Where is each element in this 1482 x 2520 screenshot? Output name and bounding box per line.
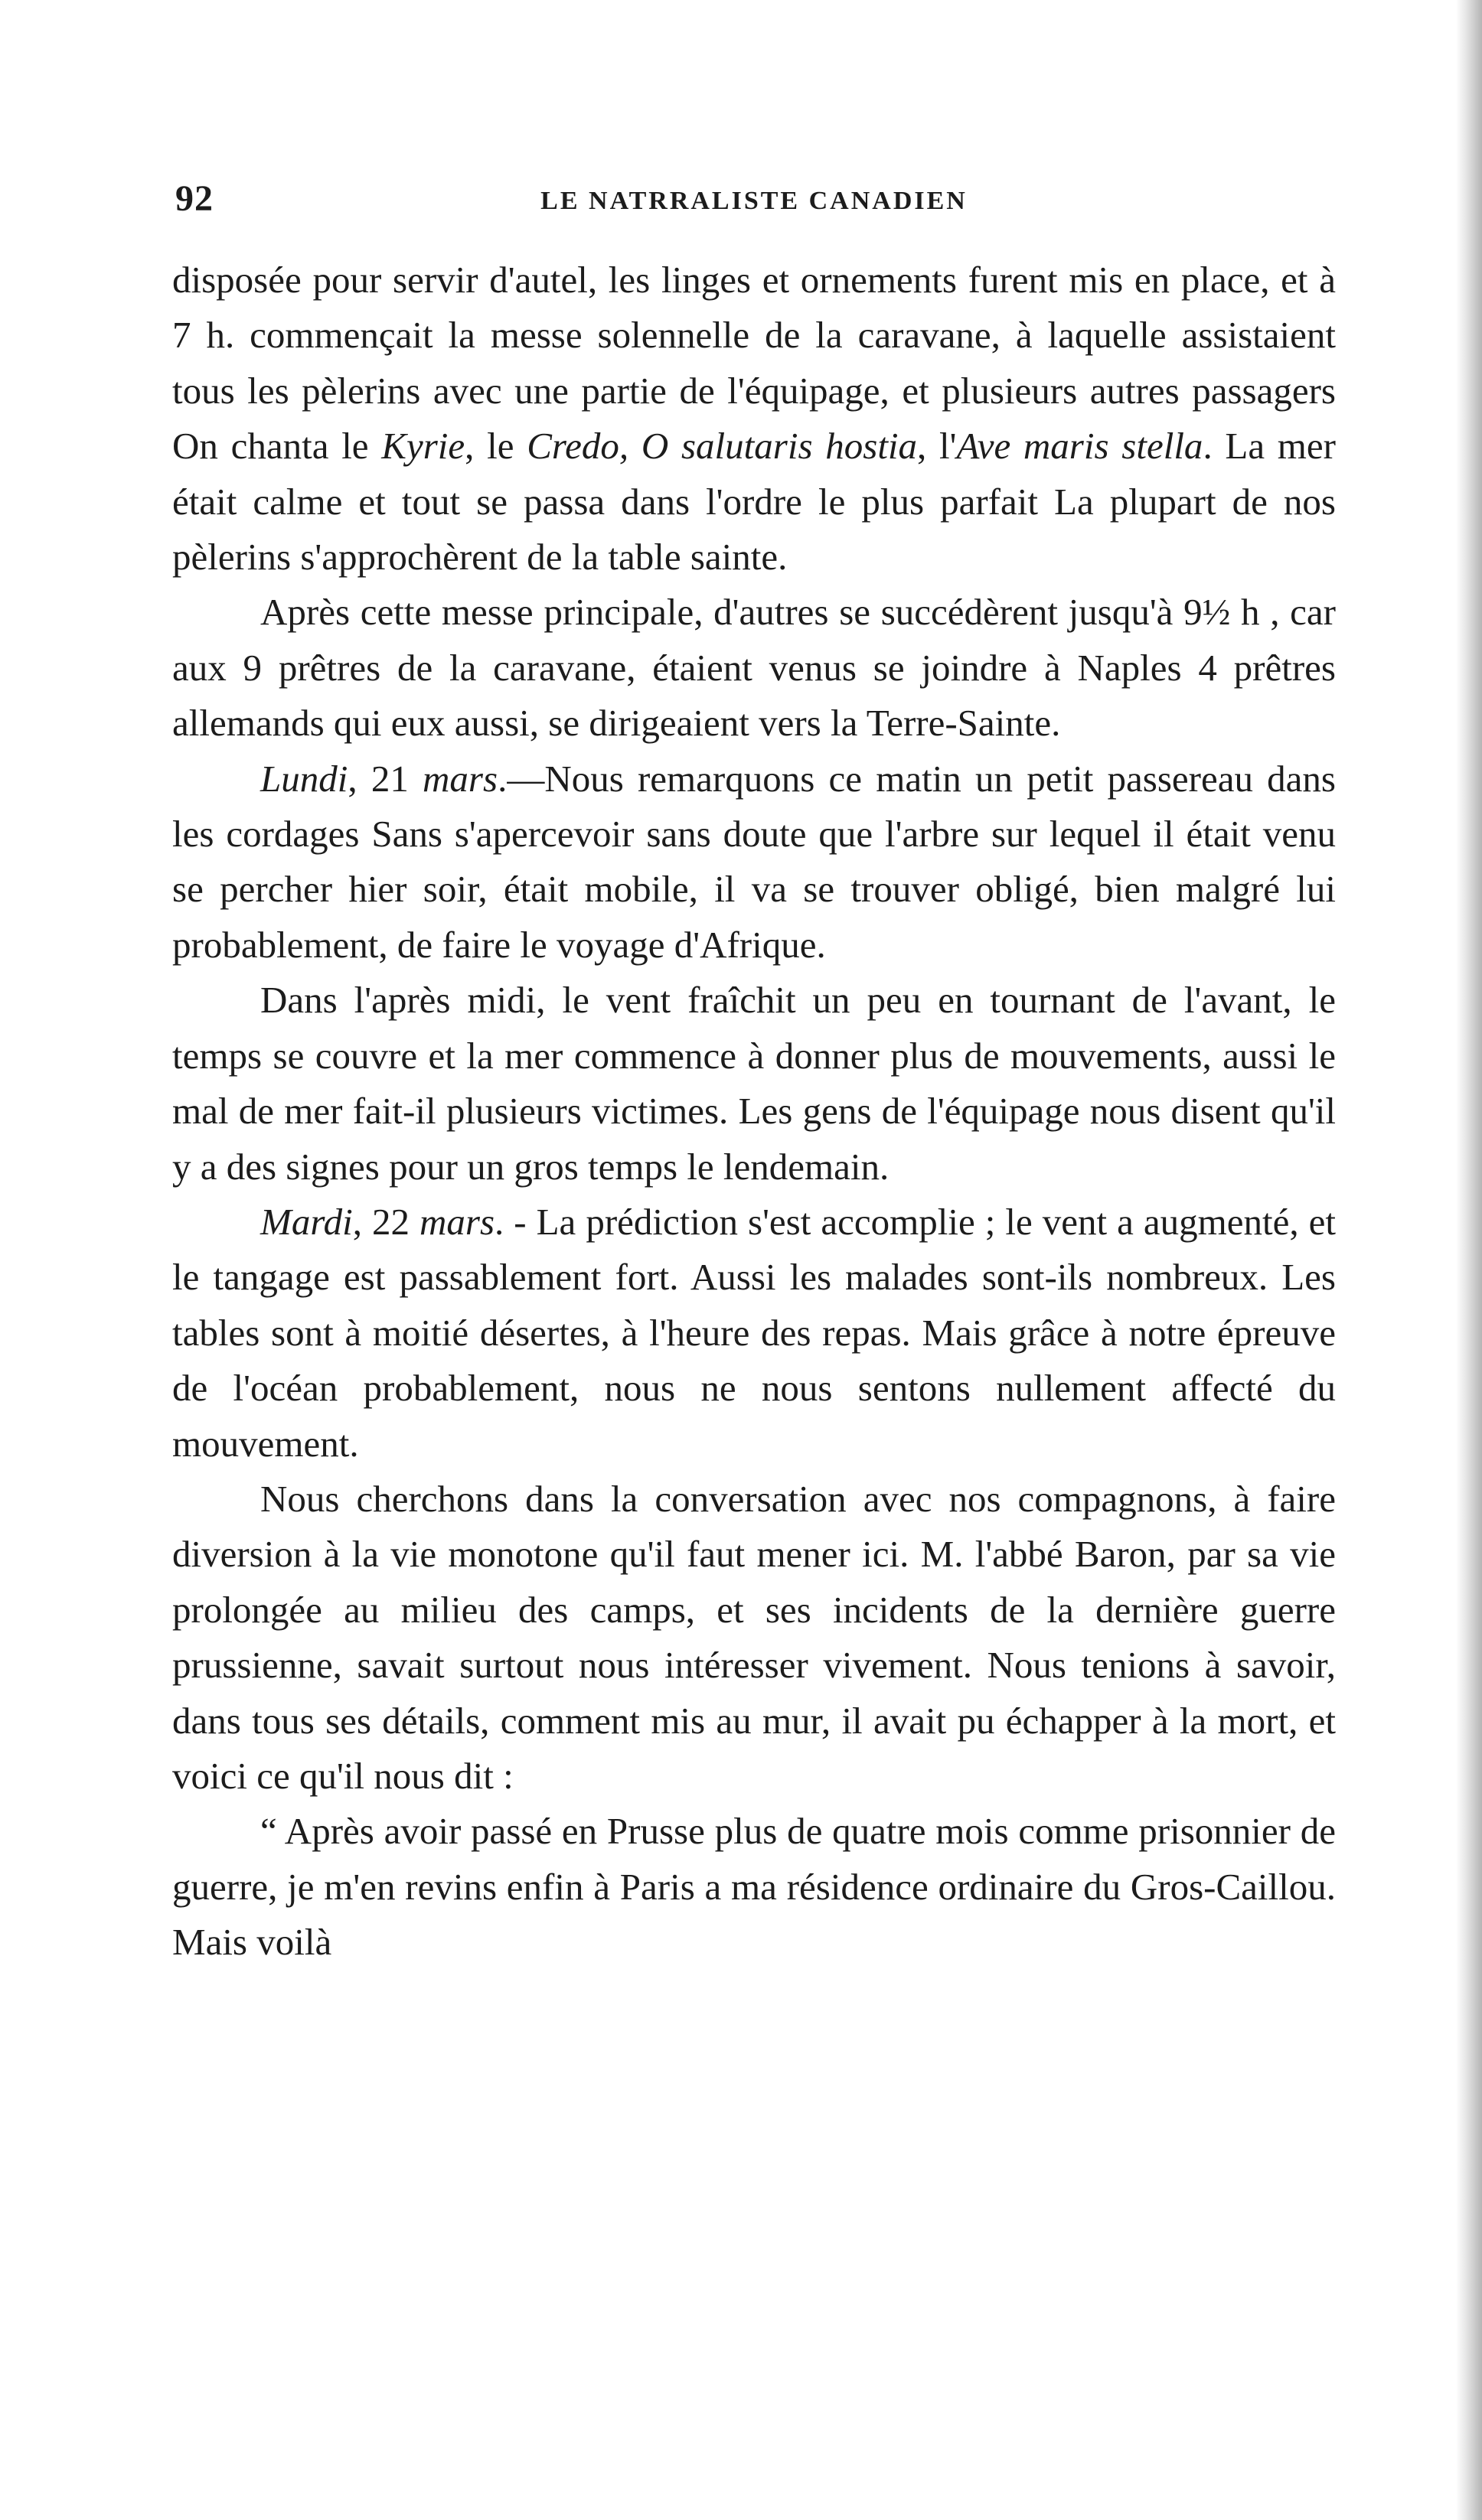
paragraph [172, 1195, 1336, 1472]
text-run: Après cette messe principale, d'autres se succédèrent jusqu'à 9½ h , car aux 9 prêtres de la caravane, étaient venus se joindre à Naples 4 prêtres allemands qui eux aussi, se dirigeaient vers la Terre-Sainte. [172, 591, 1336, 745]
italic-text: Ave maris stella [956, 425, 1203, 468]
body-text [172, 253, 1336, 1971]
page-number: 92 [175, 178, 214, 219]
text-run: Nous cherchons dans la conversation avec nos compagnons, à faire diversion à la vie monotone qu'il faut mener ici. M. l'abbé Baron, par sa vie prolongée au milieu des camps, et ses incidents de la dernière guerre prussienne, savait surtout nous intéresser vivement. Nous tenions à savoir, dans tous ses détails, comment mis au mur, il avait pu échapper à la mort, et voici ce qu'il nous dit : [172, 1477, 1336, 1797]
italic-text: Lundi [260, 757, 348, 800]
text-run: , 22 [352, 1200, 419, 1243]
paragraph [172, 253, 1336, 585]
italic-text: Kyrie [381, 425, 465, 468]
paragraph [172, 585, 1336, 751]
paragraph [172, 1804, 1336, 1970]
text-run: , l' [917, 425, 957, 468]
text-run: Dans l'après midi, le vent fraîchit un peu en tournant de l'avant, le temps se couvre et la mer commence à donner plus de mouvements, aussi le mal de mer fait-il plusieurs victimes. Les gens de l'équipage nous disent qu'il y a des signes pour un gros temps le lendemain. [172, 979, 1336, 1188]
text-run: , le [465, 425, 527, 468]
italic-text: mars [423, 757, 498, 800]
text-run: , 21 [348, 757, 423, 800]
text-run: disposée pour servir d'autel, les linges et ornements furent mis en place, et à 7 h. commençait la messe solennelle de la caravane, à laquelle assistaient tous les pèlerins avec une partie de l'équipage, et plusieurs autres passagers On chanta le [172, 259, 1336, 468]
binding-edge-shadow [1456, 0, 1482, 2520]
running-head: LE NATRRALISTE CANADIEN [540, 187, 968, 215]
italic-text: Mardi [260, 1200, 353, 1243]
paragraph [172, 1472, 1336, 1804]
text-run: “ Après avoir passé en Prusse plus de quatre mois comme prisonnier de guerre, je m'en revins enfin à Paris a ma résidence ordinaire du Gros-Caillou. Mais voilà [172, 1810, 1336, 1964]
italic-text: Credo, O salutaris hostia [527, 425, 918, 468]
paragraph [172, 751, 1336, 973]
text-run: .—Nous remarquons ce matin un petit passereau dans les cordages Sans s'apercevoir sans doute que l'arbre sur lequel il était venu se percher hier soir, était mobile, il va se trouver obligé, bien malgré lui probablement, de faire le voyage d'Afrique. [172, 757, 1336, 966]
italic-text: mars [419, 1200, 495, 1243]
page-header [172, 178, 1336, 231]
paragraph [172, 973, 1336, 1195]
text-run: . La mer était calme et tout se passa dans l'ordre le plus parfait La plupart de nos pèlerins s'approchèrent de la table sainte. [172, 425, 1336, 579]
text-run: . - La prédiction s'est accomplie ; le vent a augmenté, et le tangage est passablement fort. Aussi les malades sont-ils nombreux. Les tables sont à moitié désertes, à l'heure des repas. Mais grâce à notre épreuve de l'océan probablement, nous ne nous sentons nullement affecté du mouvement. [172, 1200, 1336, 1465]
